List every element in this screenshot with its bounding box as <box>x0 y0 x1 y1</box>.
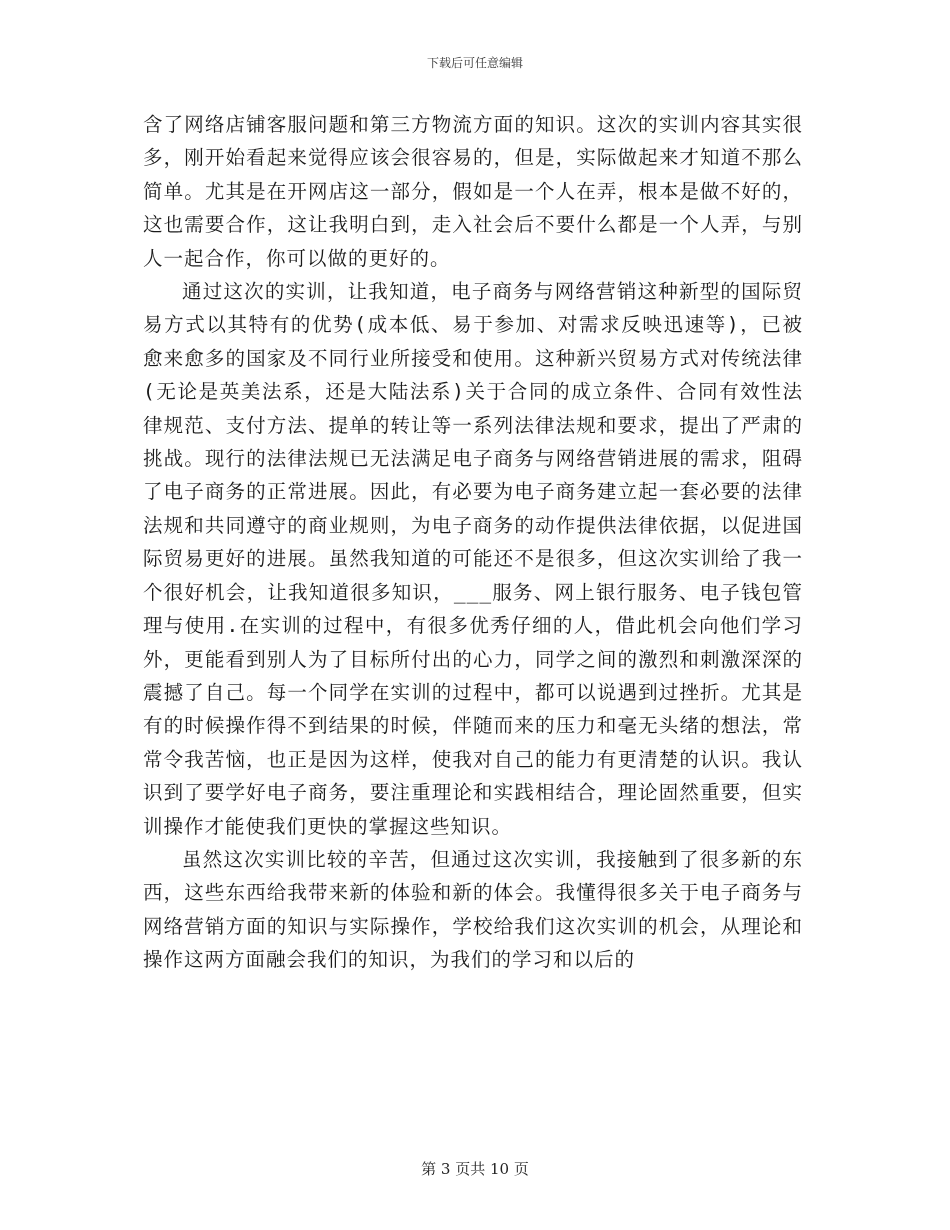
page-number: 第 3 页共 10 页 <box>421 1160 529 1178</box>
paragraph-2: 通过这次的实训，让我知道，电子商务与网络营销这种新型的国际贸易方式以其特有的优势(成本低、易于参加、对需求反映迅速等)，已被愈来愈多的国家及不同行业所接受和使用。这种新兴贸易方式对传统法律(无论是英美法系，还是大陆法系)关于合同的成立条件、合同有效性法律规范、支付方法、提单的转让等一系列法律法规和要求，提出了严肃的挑战。现行的法律法规已无法满足电子商务与网络营销进展的需求，阻碍了电子商务的正常进展。因此，有必要为电子商务建立起一套必要的法律法规和共同遵守的商业规则，为电子商务的动作提供法律依据，以促进国际贸易更好的进展。虽然我知道的可能还不是很多，但这次实训给了我一个很好机会，让我知道很多知识，___服务、网上银行服务、电子钱包管理与使用.在实训的过程中，有很多优秀仔细的人，借此机会向他们学习外，更能看到别人为了目标所付出的心力，同学之间的激烈和刺激深深的震撼了自己。每一个同学在实训的过程中，都可以说遇到过挫折。尤其是有的时候操作得不到结果的时候，伴随而来的压力和毫无头绪的想法，常常令我苦恼，也正是因为这样，使我对自己的能力有更清楚的认识。我认识到了要学好电子商务，要注重理论和实践相结合，理论固然重要，但实训操作才能使我们更快的掌握这些知识。 <box>143 280 803 838</box>
document-body <box>143 108 803 977</box>
paragraph-1: 含了网络店铺客服问题和第三方物流方面的知识。这次的实训内容其实很多，刚开始看起来觉得应该会很容易的，但是，实际做起来才知道不那么简单。尤其是在开网店这一部分，假如是一个人在弄，根本是做不好的，这也需要合作，这让我明白到，走入社会后不要什么都是一个人弄，与别人一起合作，你可以做的更好的。 <box>143 113 803 270</box>
page-header: 下载后可任意编辑 <box>426 56 523 70</box>
paragraph-3: 虽然这次实训比较的辛苦，但通过这次实训，我接触到了很多新的东西，这些东西给我带来新的体验和新的体会。我懂得很多关于电子商务与网络营销方面的知识与实际操作，学校给我们这次实训的机会，从理论和操作这两方面融会我们的知识，为我们的学习和以后的 <box>143 847 803 972</box>
